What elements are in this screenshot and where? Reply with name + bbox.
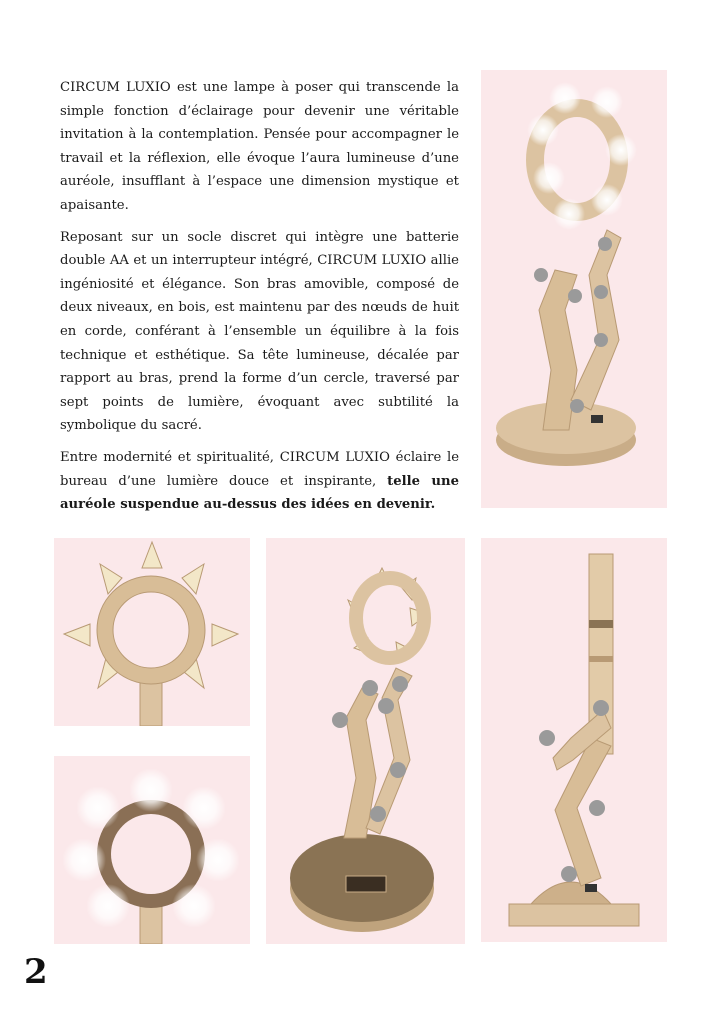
body-paragraph: Reposant sur un socle discret qui intègre une batterie double AA et un interrupteur intégré, CIRCUM LUXIO allie ingéniosité et élégance. Son bras amovible, composé de deux niveaux, en bois, est maintenu par des nœuds de huit en corde, conférant à l’ensemble un équilibre à la fois technique et esthétique. Sa tête lumineuse, décalée par rapport au bras, prend la forme d’un cercle, traversé par sept points de lumière, évoquant avec subtilité la symbolique du sacré. xyxy=(60,229,459,434)
description-text xyxy=(60,76,459,525)
intro-paragraph: CIRCUM LUXIO est une lampe à poser qui transcende la simple fonction d’éclairage pour devenir une véritable invitation à la contemplation. Pensée pour accompagner le travail et la réflexion, elle évoque l’aura lumineuse d’une auréole, insufflant à l’espace une dimension mystique et apaisante. xyxy=(60,80,459,213)
halo-head-render xyxy=(54,538,250,726)
page-number: 2 xyxy=(24,952,48,992)
closing-paragraph xyxy=(60,446,459,517)
halo-glow-render xyxy=(54,756,250,944)
closing-regular: Entre modernité et spiritualité, CIRCUM LUXIO éclaire le bureau d’une lumière douce et inspirante, xyxy=(60,449,459,489)
lamp-render-main xyxy=(481,70,667,508)
lamp-render-side xyxy=(481,538,667,942)
closing-bold: telle une auréole suspendue au-dessus des idées en devenir. xyxy=(60,473,459,513)
lamp-render-angled xyxy=(266,538,465,944)
